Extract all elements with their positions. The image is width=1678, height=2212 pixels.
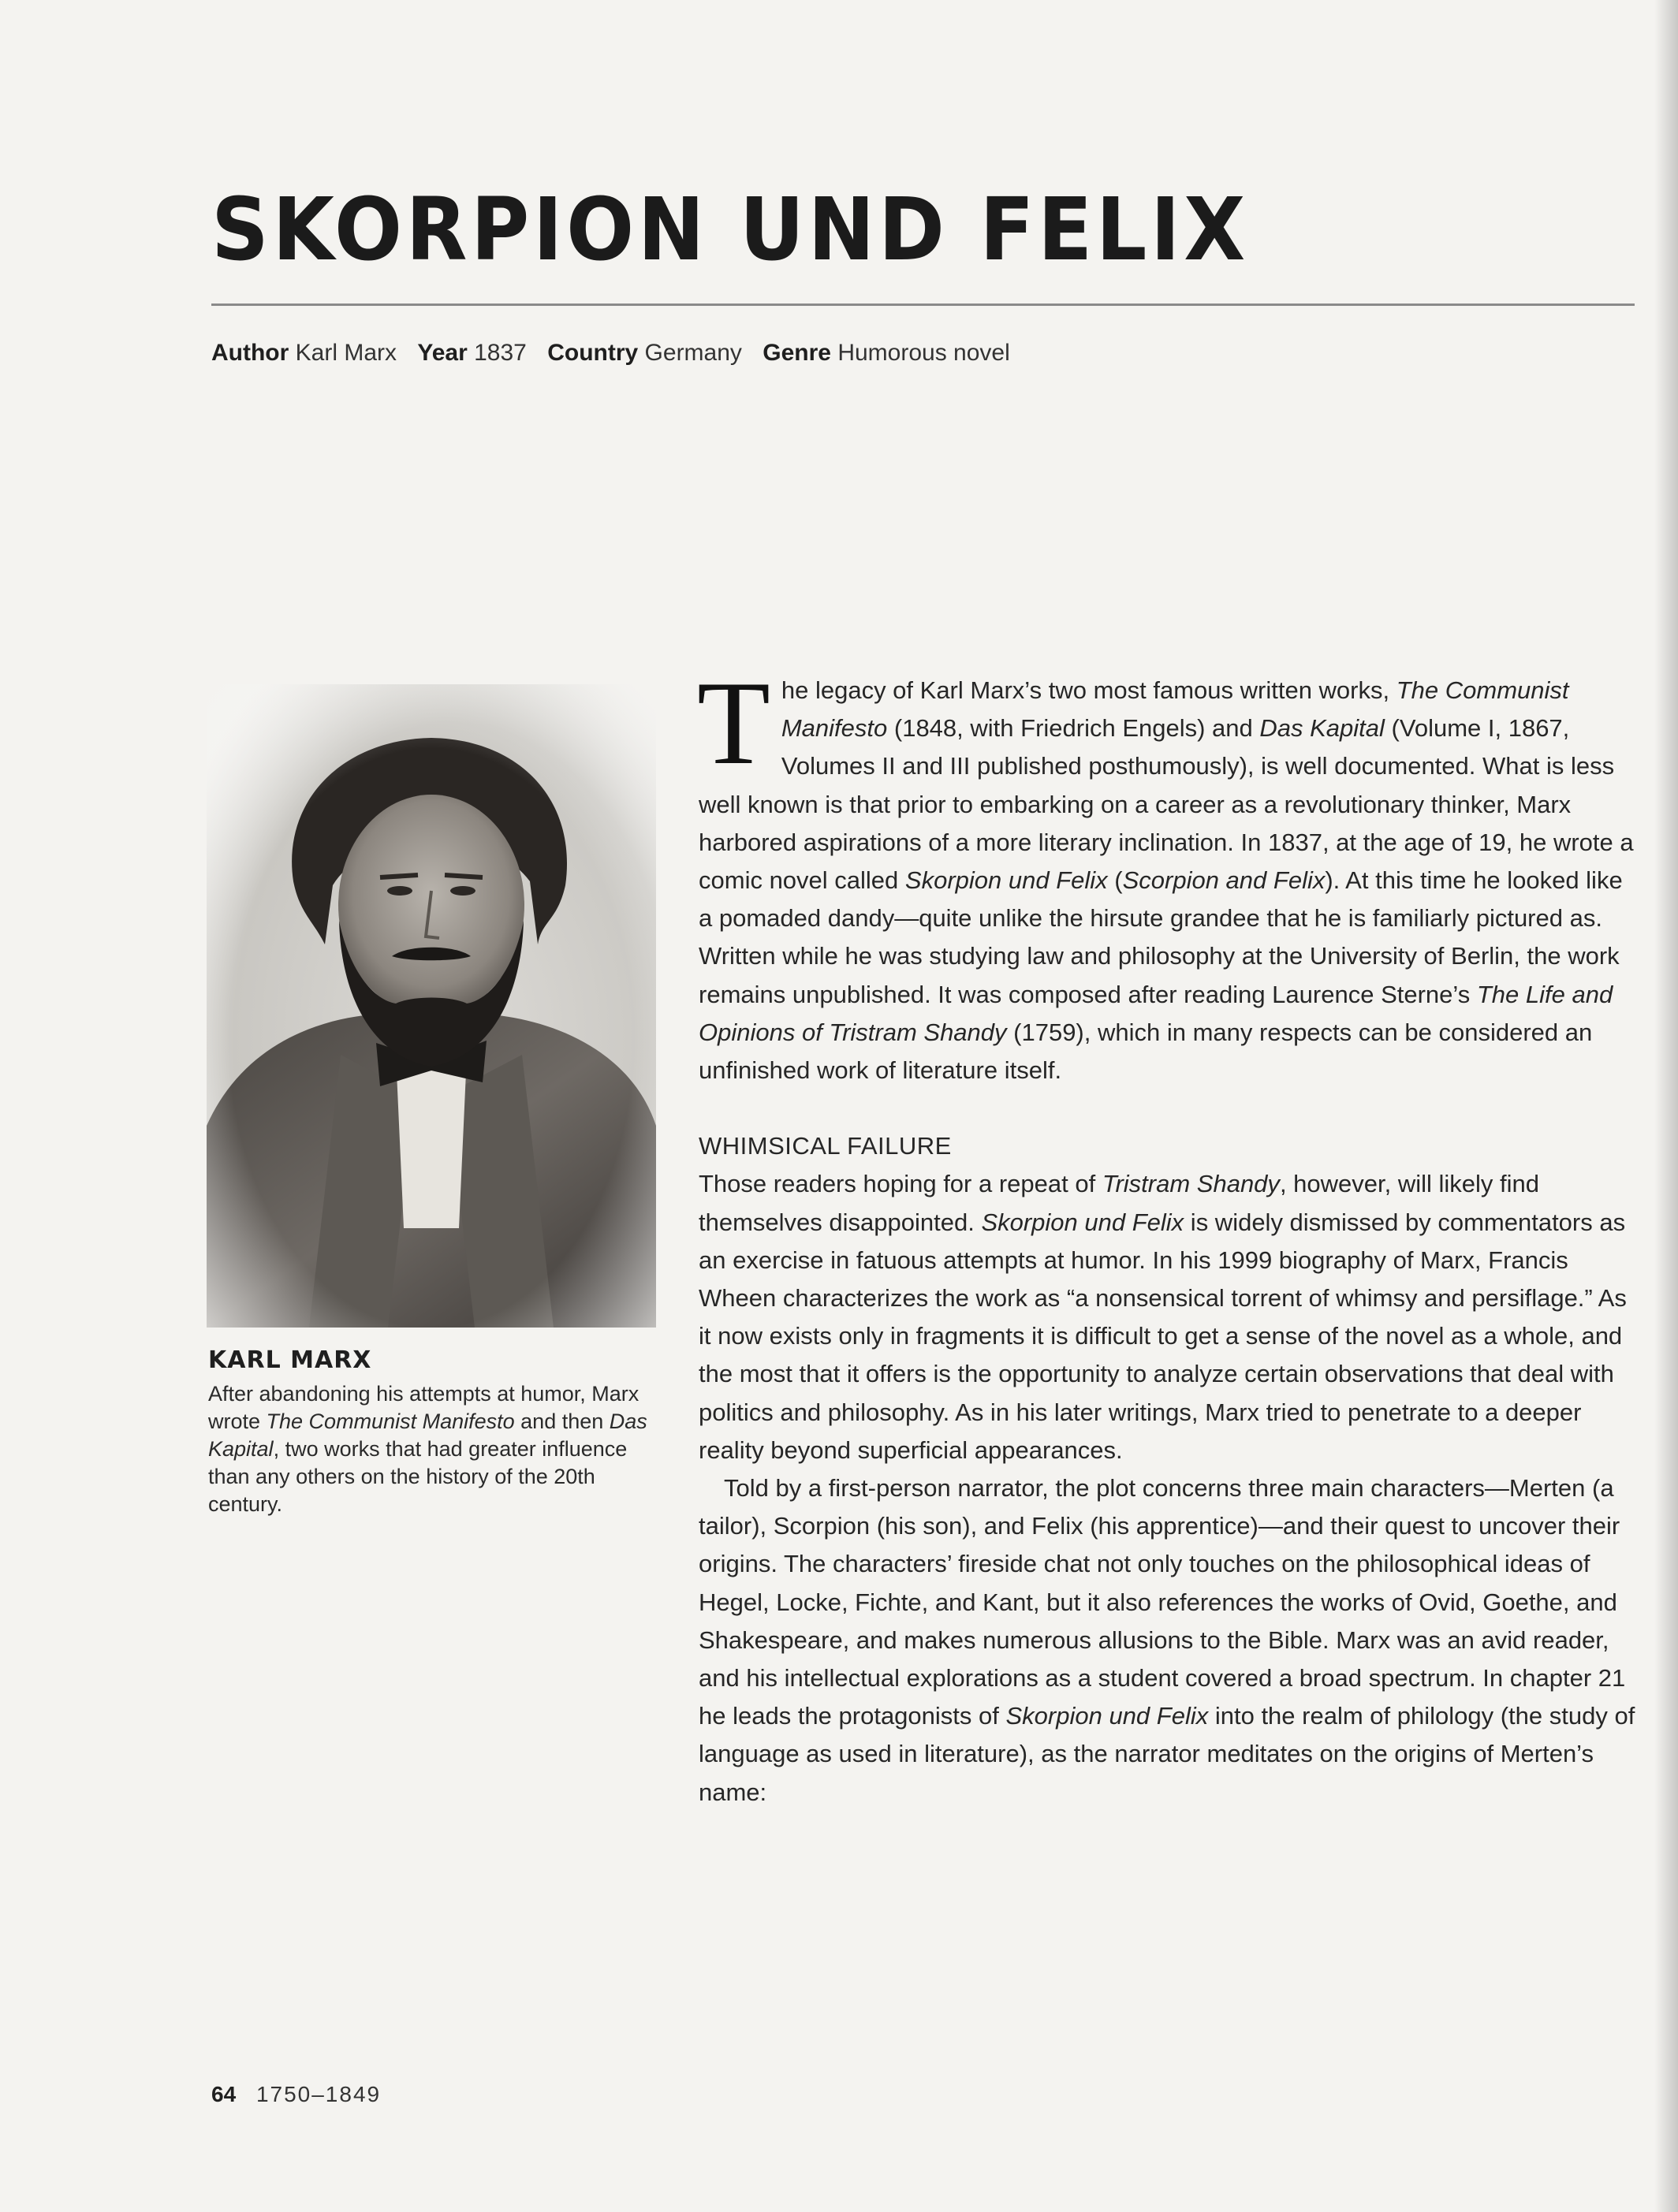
text-segment: , however, will likely find themselves disappointed. — [699, 1170, 1540, 1236]
caption-italic: The Communist Manifesto — [266, 1409, 515, 1433]
section-subhead: WHIMSICAL FAILURE — [699, 1132, 952, 1160]
text-italic: Skorpion und Felix — [1005, 1702, 1209, 1730]
author-label: Author — [211, 340, 289, 366]
text-segment: (1848, with Friedrich Engels) and — [887, 714, 1260, 743]
text-italic: Skorpion und Felix — [904, 866, 1108, 895]
genre-value: Humorous novel — [837, 340, 1010, 366]
text-italic: The Communist Manifesto — [781, 676, 1569, 743]
portrait-illustration — [207, 684, 656, 1328]
text-segment: (1759), which in many respects can be considered an unfinished work of literature itself. — [699, 1018, 1593, 1085]
caption-text — [208, 1380, 650, 1518]
genre-label: Genre — [763, 340, 831, 366]
page-title: SKORPION UND FELIX — [211, 179, 1249, 280]
title-rule — [211, 303, 1635, 306]
country-value: Germany — [644, 340, 742, 366]
article-body — [697, 657, 1637, 1812]
text-segment: Told by a first-person narrator, the plot concerns three main characters—Merten (a tailor), Scorpion (his son), and Felix (his apprentice)—and their quest to uncover their origins. The characters’ fireside chat not only touches on the philosophical ideas of Hegel, Locke, Fichte, and Kant, but it also references the works of Ovid, Goethe, and Shakespeare, and makes numerous allusions to the Bible. Marx was an avid reader, and his intellectual explorations as a student covered a broad spectrum. In chapter 21 he leads the protagonists of — [699, 1474, 1626, 1730]
year-value: 1837 — [474, 340, 527, 366]
text-segment: (Volume I, 1867, Volumes II and III published posthumously), is well documented. What is less well known is that prior to embarking on a career as a revolutionary thinker, Marx harbored aspirations of a more literary inclination. In 1837, at the age of 19, he wrote a comic novel called — [699, 714, 1634, 895]
body-paragraph-2 — [699, 1165, 1637, 1469]
text-segment: Those readers hoping for a repeat of — [699, 1170, 1102, 1198]
body-paragraph-1 — [697, 657, 1637, 1089]
author-value: Karl Marx — [295, 340, 397, 366]
text-segment: ( — [1107, 866, 1123, 895]
year-label: Year — [417, 340, 468, 366]
portrait-photo — [207, 684, 656, 1328]
caption-italic: Das Kapital — [208, 1409, 647, 1461]
text-italic: Skorpion und Felix — [981, 1208, 1184, 1236]
caption-title: KARL MARX — [208, 1346, 372, 1374]
page-edge-shadow — [1654, 0, 1678, 2212]
photo-caption — [208, 1346, 650, 1518]
book-meta — [211, 340, 1024, 367]
section-range: 1750–1849 — [255, 2082, 382, 2106]
caption-segment: After abandoning his attempts at humor, Marx wrote — [208, 1382, 640, 1433]
text-italic: The Life and Opinions of Tristram Shandy — [699, 980, 1613, 1046]
caption-segment: , two works that had greater influence than any others on the history of the 20th century. — [208, 1437, 628, 1516]
text-segment: is widely dismissed by commentators as an exercise in fatuous attempts at humor. In his 1999 biography of Marx, Francis Wheen characterizes the work as “a nonsensical torrent of whimsy and persiflage.” As it now exists only in fragments it is difficult to get a sense of the novel as a whole, and the most that it offers is the opportunity to analyze certain observations that deal with politics and philosophy. As in his later writings, Marx tried to penetrate to a deeper reality beyond superficial appearances. — [699, 1208, 1627, 1464]
text-segment: he legacy of Karl Marx’s two most famous written works, — [781, 676, 1396, 704]
page-footer — [211, 2082, 381, 2107]
text-italic: Das Kapital — [1259, 714, 1385, 743]
body-paragraph-3 — [699, 1469, 1637, 1812]
text-italic: Scorpion and Felix — [1122, 866, 1326, 895]
text-italic: Tristram Shandy — [1102, 1170, 1280, 1198]
page-number: 64 — [211, 2082, 237, 2106]
text-segment: ). At this time he looked like a pomaded dandy—quite unlike the hirsute grandee that he is familiarly pictured as. Written while he was studying law and philosophy at the University of Berlin, the work remains unpublished. It was composed after reading Laurence Sterne’s — [699, 866, 1623, 1008]
text-segment: into the realm of philology (the study of language as used in literature), as the narrator meditates on the origins of Merten’s name: — [699, 1702, 1635, 1806]
drop-cap: T — [697, 657, 770, 789]
caption-segment: and then — [514, 1409, 610, 1433]
country-label: Country — [547, 340, 639, 366]
